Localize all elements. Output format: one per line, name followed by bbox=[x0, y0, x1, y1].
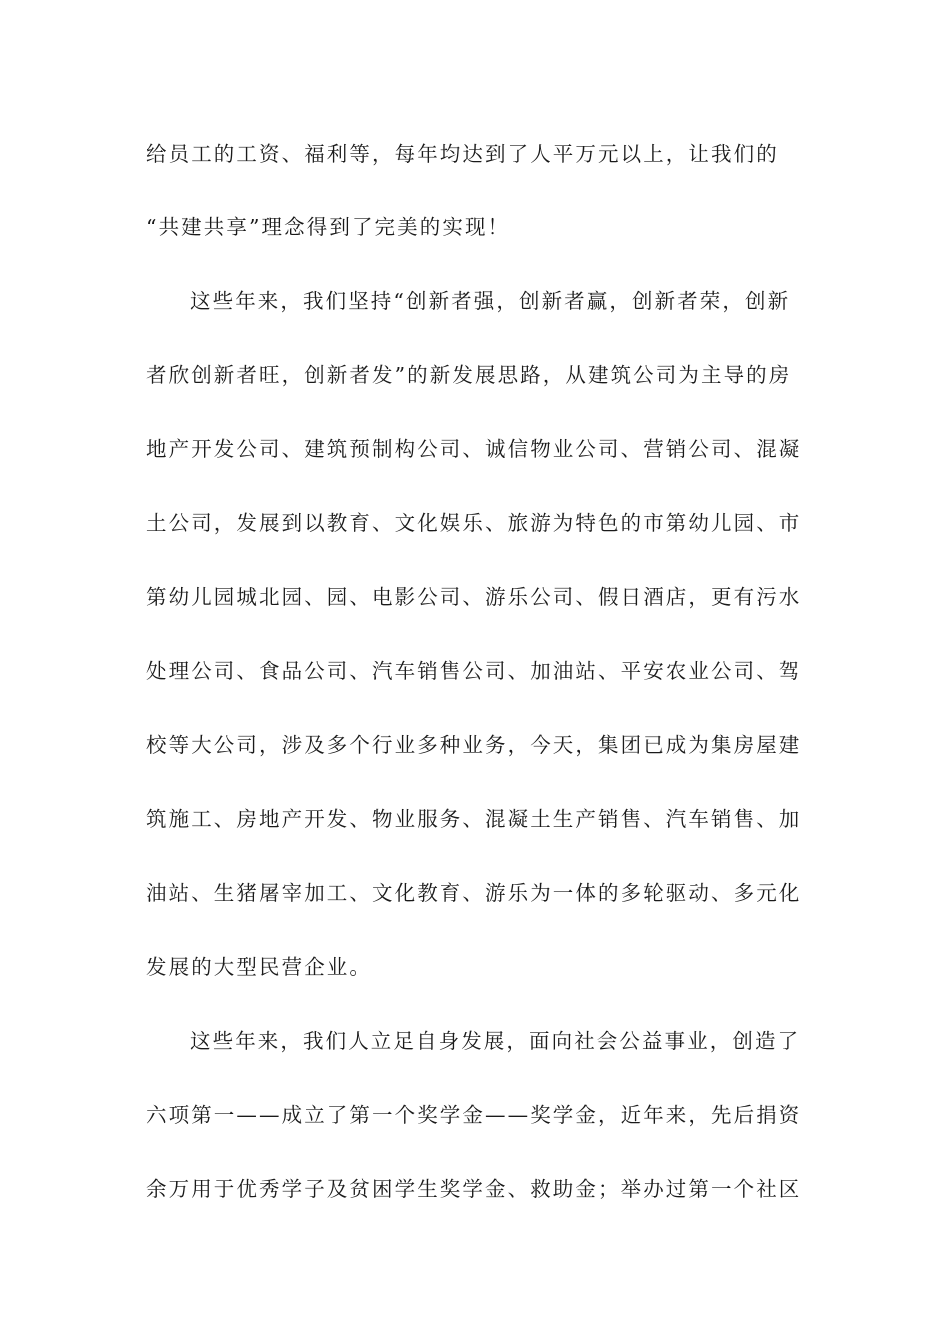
text-line: 筑施工、房地产开发、物业服务、混凝土生产销售、汽车销售、加 bbox=[146, 807, 802, 831]
text-line: 土公司，发展到以教育、文化娱乐、旅游为特色的市第幼儿园、市 bbox=[146, 511, 802, 535]
text-line: 处理公司、食品公司、汽车销售公司、加油站、平安农业公司、驾 bbox=[146, 659, 802, 683]
text-line: 给员工的工资、福利等，每年均达到了人平万元以上，让我们的 bbox=[146, 142, 779, 166]
text-line: 者欣创新者旺，创新者发”的新发展思路，从建筑公司为主导的房 bbox=[146, 363, 792, 387]
text-line: 余万用于优秀学子及贫困学生奖学金、救助金；举办过第一个社区 bbox=[146, 1177, 802, 1201]
paragraph-first-line: 这些年来，我们坚持“创新者强，创新者赢，创新者荣，创新 bbox=[190, 289, 791, 313]
text-line: “共建共享”理念得到了完美的实现！ bbox=[146, 215, 511, 239]
text-line: 发展的大型民营企业。 bbox=[146, 955, 372, 979]
paragraph-first-line: 这些年来，我们人立足自身发展，面向社会公益事业，创造了 bbox=[190, 1029, 801, 1053]
text-line: 地产开发公司、建筑预制构公司、诚信物业公司、营销公司、混凝 bbox=[146, 437, 802, 461]
text-line: 六项第一——成立了第一个奖学金——奖学金，近年来，先后捐资 bbox=[146, 1103, 802, 1127]
text-line: 第幼儿园城北园、园、电影公司、游乐公司、假日酒店，更有污水 bbox=[146, 585, 802, 609]
text-line: 油站、生猪屠宰加工、文化教育、游乐为一体的多轮驱动、多元化 bbox=[146, 881, 802, 905]
text-line: 校等大公司，涉及多个行业多种业务，今天，集团已成为集房屋建 bbox=[146, 733, 802, 757]
